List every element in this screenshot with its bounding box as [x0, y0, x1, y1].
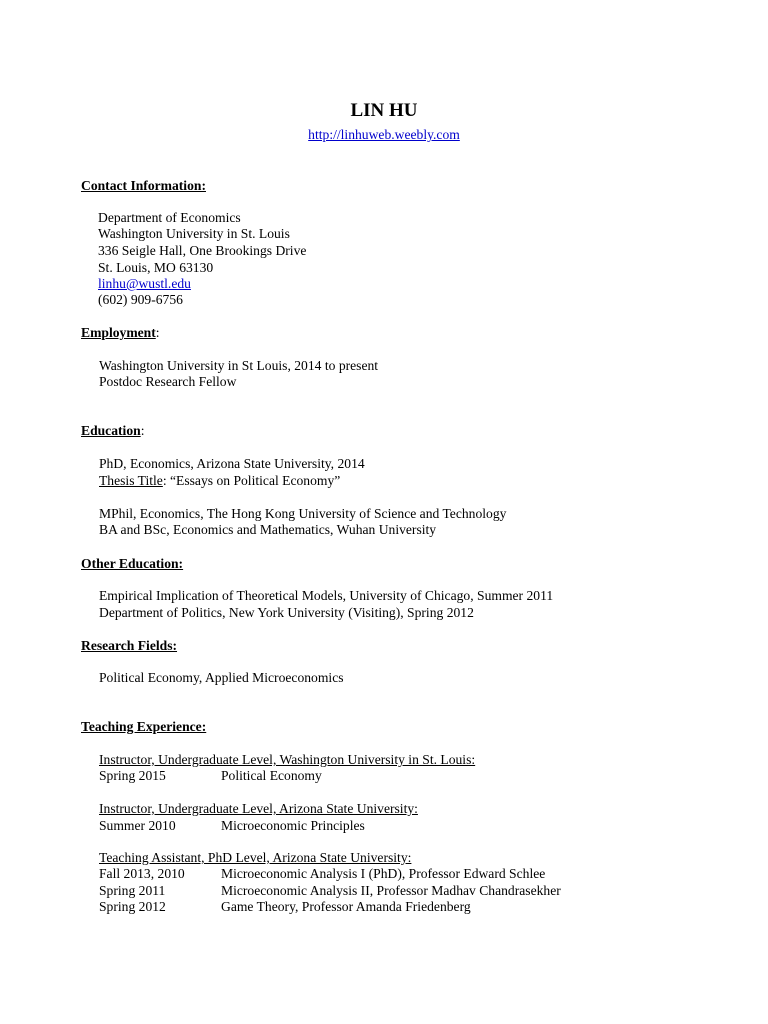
education-thesis — [99, 473, 340, 489]
other-education-line: Empirical Implication of Theoretical Models, University of Chicago, Summer 2011 — [99, 588, 554, 603]
cv-name: LIN HU — [350, 100, 418, 121]
education-ba: BA and BSc, Economics and Mathematics, Wuhan University — [99, 522, 437, 537]
contact-line-department: Department of Economics — [98, 210, 241, 225]
teaching-term: Spring 2015 — [99, 768, 166, 783]
contact-line-city: St. Louis, MO 63130 — [98, 260, 214, 275]
research-heading: Research Fields: — [81, 638, 178, 653]
teaching-group-title: Instructor, Undergraduate Level, Washington University in St. Louis: — [99, 752, 476, 767]
teaching-term: Spring 2011 — [99, 883, 166, 898]
teaching-group-title: Instructor, Undergraduate Level, Arizona State University: — [99, 801, 418, 816]
education-heading: Education: — [81, 423, 145, 438]
teaching-heading: Teaching Experience: — [81, 719, 207, 734]
contact-phone: (602) 909-6756 — [98, 292, 183, 307]
teaching-course: Microeconomic Analysis I (PhD), Professor Edward Schlee — [221, 866, 546, 881]
education-mphil: MPhil, Economics, The Hong Kong University of Science and Technology — [99, 506, 507, 521]
employment-line-employer: Washington University in St Louis, 2014 to present — [99, 358, 379, 373]
contact-line-university: Washington University in St. Louis — [98, 226, 290, 241]
employment-line-position: Postdoc Research Fellow — [99, 374, 237, 389]
teaching-row — [99, 768, 322, 784]
contact-heading: Contact Information: — [81, 178, 206, 193]
teaching-row — [99, 883, 561, 899]
teaching-term: Summer 2010 — [99, 818, 176, 833]
teaching-course: Game Theory, Professor Amanda Friedenberg — [221, 899, 471, 914]
thesis-label: Thesis Title — [99, 473, 163, 488]
teaching-course: Microeconomic Principles — [221, 818, 365, 833]
other-education-line: Department of Politics, New York University (Visiting), Spring 2012 — [99, 605, 474, 620]
thesis-value: : “Essays on Political Economy” — [162, 473, 341, 488]
employment-heading: Employment: — [81, 325, 160, 340]
email-link[interactable]: linhu@wustl.edu — [98, 276, 191, 291]
research-fields: Political Economy, Applied Microeconomics — [99, 670, 344, 685]
teaching-course: Microeconomic Analysis II, Professor Madhav Chandrasekher — [221, 883, 561, 898]
teaching-row — [99, 866, 545, 882]
contact-line-street: 336 Seigle Hall, One Brookings Drive — [98, 243, 307, 258]
teaching-row — [99, 818, 365, 834]
teaching-row — [99, 899, 471, 915]
teaching-course: Political Economy — [221, 768, 322, 783]
other-education-heading: Other Education: — [81, 556, 184, 571]
teaching-term: Spring 2012 — [99, 899, 166, 914]
website-link[interactable]: http://linhuweb.weebly.com — [308, 127, 460, 142]
teaching-group-title: Teaching Assistant, PhD Level, Arizona State University: — [99, 850, 412, 865]
teaching-term: Fall 2013, 2010 — [99, 866, 185, 881]
education-phd: PhD, Economics, Arizona State University, 2014 — [99, 456, 365, 471]
